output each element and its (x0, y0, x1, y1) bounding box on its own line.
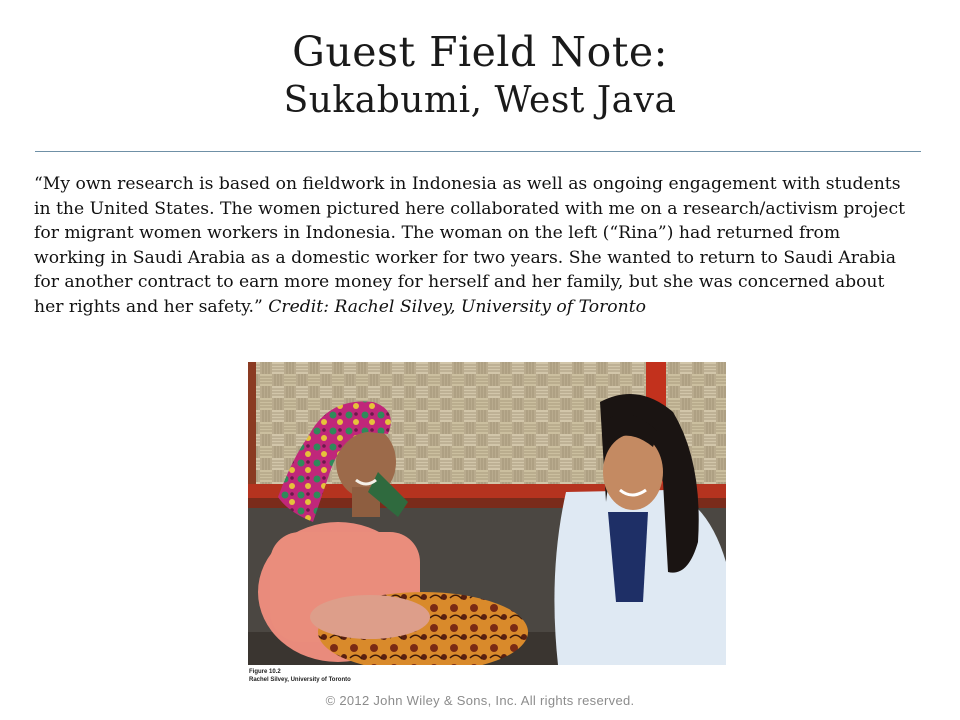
slide-title (0, 26, 960, 124)
figure-credit: Rachel Silvey, University of Toronto (249, 677, 351, 683)
quote-paragraph (34, 172, 914, 320)
figure-caption (249, 668, 351, 684)
figure-label: Figure 10.2 (249, 669, 281, 675)
title-divider (35, 151, 921, 152)
quote-text: “My own research is based on fieldwork in Indonesia as well as ongoing engagement with students in the United States. The women pictured here collaborated with me on a research/activism project for migrant women workers in Indonesia. The woman on the left (“Rina”) had returned from working in Saudi Arabia as a domestic worker for two years. She wanted to return to Saudi Arabia for another contract to earn more money for herself and her family, but she was concerned about her rights and her safety.” (34, 174, 906, 317)
title-line-2: Sukabumi, West Java (283, 80, 677, 121)
field-photo (248, 362, 726, 665)
title-line-1: Guest Field Note: (292, 28, 668, 76)
photo-credit: Credit: Rachel Silvey, University of Toronto (268, 296, 646, 317)
photo-illustration (248, 362, 726, 665)
copyright-notice: © 2012 John Wiley & Sons, Inc. All rights reserved. (325, 693, 635, 708)
